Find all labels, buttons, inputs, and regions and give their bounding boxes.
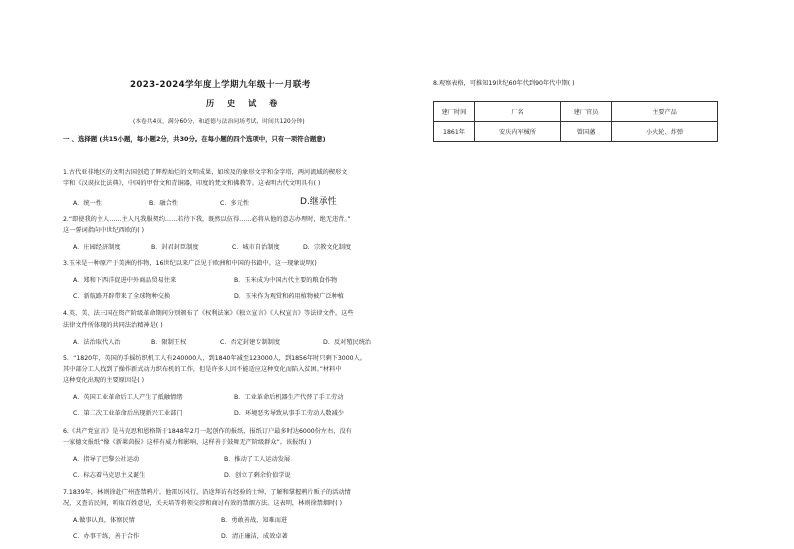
- question-1-line-2: 字和《汉谟拉比法典》，中国的甲骨文和青铜器，印度的梵文和佛教等。这表明古代文明具有( ): [63, 180, 321, 187]
- question-3-line-1: 3.玉米是一种原产于美洲的作物，16世纪以来广泛见于欧洲和中国的书籍中。这一现象说明(): [63, 260, 317, 267]
- factory-table: [433, 101, 718, 142]
- table-header-cell: 建厂官员: [561, 102, 612, 122]
- q4-option-c[interactable]: C．否定封建专制制度: [220, 339, 281, 346]
- question-4-line-2: 法律文件所体现的共同法治精神是( ): [63, 322, 163, 329]
- q4-option-b[interactable]: B．限制王权: [151, 339, 187, 346]
- exam-subject: 历 史 试 卷: [206, 98, 283, 108]
- table-header-row: [434, 102, 718, 122]
- q5-option-c[interactable]: C．第二次工业革命后出现新兴工业部门: [73, 410, 183, 417]
- question-8-line-1: 8.观察表格，可推知19世纪60年代到90年代中期( ): [433, 80, 575, 87]
- question-4-line-1: 4.英、美、法三国在资产阶级革命期间分别颁布了《权利法案》《独立宣言》《人权宣言》等法律文件。这些: [63, 310, 354, 317]
- q1-option-d[interactable]: D.继承性: [300, 197, 337, 207]
- table-header-cell: 建厂时间: [434, 102, 475, 122]
- question-6-line-2: 一家德文报纸“像《新莱茵报》这样有威力和影响，这样善于鼓舞无产阶级群众”。该报纸( ): [63, 439, 312, 446]
- table-header-cell: 厂名: [475, 102, 561, 122]
- q1-option-c[interactable]: C．多元性: [220, 200, 250, 207]
- q7-option-c[interactable]: C．办事干练，善于合作: [73, 533, 140, 540]
- table-header-cell: 主要产品: [612, 102, 718, 122]
- q6-option-a[interactable]: A．指导了巴黎公社运动: [73, 456, 140, 463]
- q3-option-b[interactable]: B．玉米成为中国古代主要的粮食作物: [234, 277, 338, 284]
- q4-option-a[interactable]: A．法治取代人治: [73, 339, 121, 346]
- q2-option-a[interactable]: A．庄园经济制度: [73, 244, 121, 251]
- section-heading: 一 、选择题 (共15小题，每小题2分，共30分。在每小题的四个选项中，只有一项符合题意): [63, 135, 326, 143]
- q2-option-d[interactable]: D．宗教文化制度: [303, 244, 352, 251]
- q3-option-c[interactable]: C．新航路开辟带来了全球物种交换: [73, 293, 171, 300]
- question-6-line-1: 6.《共产党宣言》是马克思和恩格斯于1848年2月一起创作的报纸，报纸订户最多时达6000份左右，没有: [63, 428, 352, 435]
- q6-option-c[interactable]: C．标志着马克思主义诞生: [73, 472, 146, 479]
- q5-option-b[interactable]: B．工业革命后机器生产代替了手工劳动: [234, 394, 344, 401]
- q7-option-b[interactable]: B．勇敢善战，知难而进: [221, 517, 288, 524]
- question-2-line-1: 2.“即使我的主人……主人凡我服契约……若待下我，既然以伍得……必将从他的意志办理时，绝无违背。”: [63, 216, 351, 223]
- q3-option-d[interactable]: D．玉米作为观赏和药用植物被广泛种植: [234, 293, 344, 300]
- q1-option-a[interactable]: A．统一性: [73, 200, 102, 207]
- q2-option-b[interactable]: B．封君封臣制度: [151, 244, 199, 251]
- q2-option-c[interactable]: C．城市自治制度: [232, 244, 280, 251]
- q5-option-d[interactable]: D．环境恶劣导致从事手工劳动人数减少: [234, 410, 344, 417]
- question-7-line-1: 7.1839年，林则徐赴广州查禁鸦片。他雷厉风行，沿途拜访有经验的士绅，了解和掌握鸦片贩子的活动情: [63, 489, 351, 496]
- q3-option-a[interactable]: A．郑和下西洋促进中外商品贸易往来: [73, 277, 177, 284]
- q1-option-b[interactable]: B．融合性: [149, 200, 178, 207]
- exam-note: (本卷共4页，满分60分，和道德与法治同场考试，时间共120分钟): [133, 119, 305, 125]
- q6-option-b[interactable]: B．推动了工人运动发展: [224, 456, 291, 463]
- question-5-line-1: 5．“1820年，英国的手摇纺织机工人有240000人，到1840年减至123000人，到1856年时只剩下3000人。: [63, 355, 366, 362]
- question-5-line-2: 其中部分工人找到了操作新式动力织布机的工作，但是许多人因不能适应这种变化而陷入贫困。”材料中: [63, 366, 342, 373]
- question-1-line-1: 1.古代亚非地区的文明古国创造了辉煌灿烂的文明成果，如埃及的象形文字和金字塔，两河流域的楔形文: [63, 169, 348, 176]
- exam-title: 2023-2024学年度上学期九年级十一月联考: [130, 80, 311, 90]
- table-cell: 安庆内军械所: [475, 122, 561, 142]
- q6-option-d[interactable]: D．创立了剩余价值学说: [224, 472, 291, 479]
- question-5-line-3: 这种变化出现的主要原因是( ): [63, 377, 145, 384]
- q4-option-d[interactable]: D．反对殖民统治: [323, 339, 372, 346]
- q7-option-d[interactable]: D．清正廉洁，成效卓著: [221, 533, 288, 540]
- table-cell: 小火轮、炸弹: [612, 122, 718, 142]
- q5-option-a[interactable]: A．英国工业革命后工人产生了抵触情绪: [73, 394, 183, 401]
- table-cell: 曾国藩: [561, 122, 612, 142]
- table-cell: 1861年: [434, 122, 475, 142]
- q7-option-a[interactable]: A.做事认真，体察民情: [73, 517, 135, 524]
- question-7-line-2: 况，又查访民间，听取百姓意见，关天培等将领交涉和商讨有效的禁烟方法。这表明，林则徐禁烟时( ): [63, 500, 343, 507]
- question-2-line-2: 这一誓词指向中世纪西欧的( ): [63, 227, 145, 234]
- table-row: [434, 122, 718, 142]
